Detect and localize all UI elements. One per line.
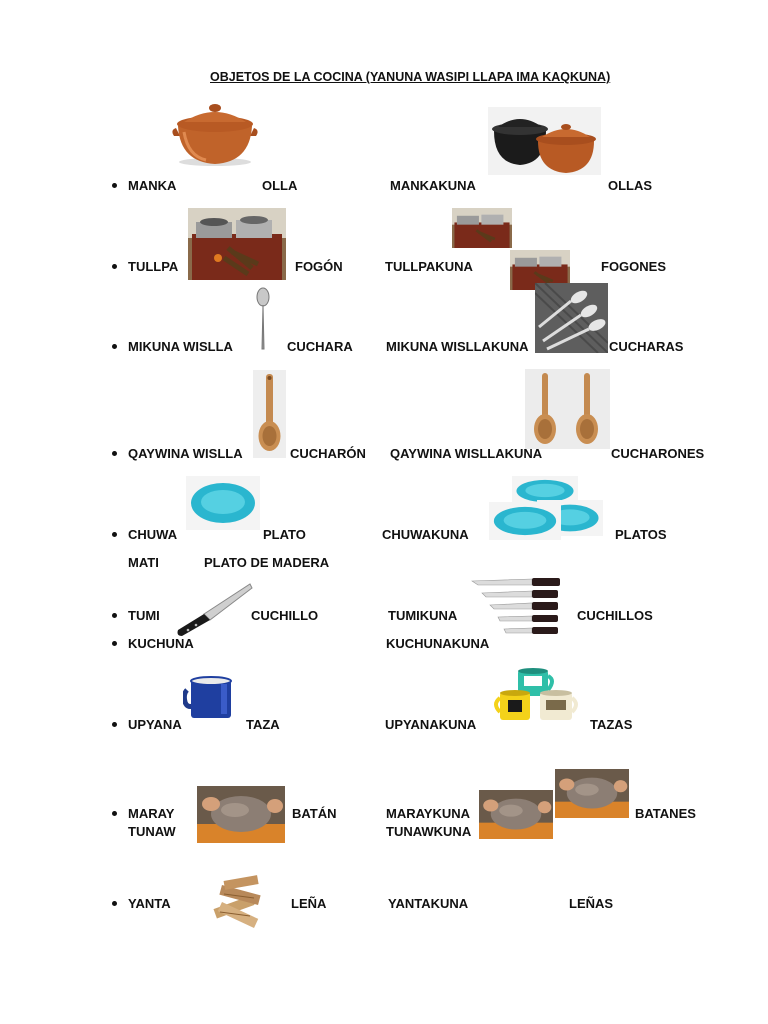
quechua-plural: UPYANAKUNA xyxy=(385,717,477,732)
spanish-word: TAZA xyxy=(246,717,280,732)
spanish-word: CUCHILLO xyxy=(251,608,319,623)
bullet xyxy=(112,901,117,906)
bullet xyxy=(112,722,117,727)
pots-pair-icon xyxy=(488,107,601,175)
spanish-plural: TAZAS xyxy=(590,717,633,732)
spanish-plural: LEÑAS xyxy=(569,896,614,911)
quechua-plural: MARAYKUNA xyxy=(386,806,471,821)
knives-icon xyxy=(470,576,562,640)
spoons-icon xyxy=(535,283,608,353)
wooden-ladle-icon xyxy=(253,370,286,458)
spanish-plural: CUCHILLOS xyxy=(577,608,653,623)
quechua-word: MIKUNA WISLLA xyxy=(128,339,233,354)
quechua-word: TUMI xyxy=(128,608,160,623)
grinding-stone-icon xyxy=(479,790,553,839)
quechua-plural: MIKUNA WISLLAKUNA xyxy=(386,339,529,354)
plate-icon xyxy=(186,476,260,530)
bullet xyxy=(112,641,117,646)
quechua-word: YANTA xyxy=(128,896,171,911)
quechua-word: KUCHUNA xyxy=(128,636,194,651)
stove-icon xyxy=(452,208,512,248)
mug-icon xyxy=(183,676,235,720)
quechua-word: MATI xyxy=(128,555,159,570)
spanish-plural: CUCHARONES xyxy=(611,446,705,461)
quechua-plural: YANTAKUNA xyxy=(388,896,469,911)
quechua-word: UPYANA xyxy=(128,717,182,732)
quechua-word: QAYWINA WISLLA xyxy=(128,446,243,461)
spanish-word: PLATO xyxy=(263,527,306,542)
spanish-plural: PLATOS xyxy=(615,527,667,542)
grinding-stone-icon xyxy=(555,769,629,818)
quechua-plural: TUNAWKUNA xyxy=(386,824,472,839)
grinding-stone-icon xyxy=(197,786,285,843)
quechua-word: MARAY xyxy=(128,806,175,821)
quechua-plural: QAYWINA WISLLAKUNA xyxy=(390,446,543,461)
spanish-word: LEÑA xyxy=(291,896,327,911)
spoon-icon xyxy=(253,287,273,351)
wooden-ladles-icon xyxy=(525,369,610,449)
bullet xyxy=(112,264,117,269)
firewood-icon xyxy=(210,872,266,930)
bullet xyxy=(112,183,117,188)
quechua-plural: TUMIKUNA xyxy=(388,608,458,623)
page-title: OBJETOS DE LA COCINA (YANUNA WASIPI LLAPA IMA KAQKUNA) xyxy=(210,70,611,84)
spanish-plural: CUCHARAS xyxy=(609,339,684,354)
spanish-plural: BATANES xyxy=(635,806,696,821)
bullet xyxy=(112,451,117,456)
quechua-word: MANKA xyxy=(128,178,177,193)
spanish-word: OLLA xyxy=(262,178,298,193)
quechua-word: TULLPA xyxy=(128,259,179,274)
spanish-word: FOGÓN xyxy=(295,259,343,274)
bullet xyxy=(112,344,117,349)
knife-icon xyxy=(174,582,254,638)
bullet xyxy=(112,532,117,537)
quechua-plural: KUCHUNAKUNA xyxy=(386,636,490,651)
spanish-word: CUCHARA xyxy=(287,339,353,354)
quechua-word: CHUWA xyxy=(128,527,178,542)
bullet xyxy=(112,811,117,816)
quechua-plural: MANKAKUNA xyxy=(390,178,476,193)
spanish-word: BATÁN xyxy=(292,806,337,821)
stove-icon xyxy=(188,208,286,280)
mugs-icon xyxy=(490,662,584,728)
bullet xyxy=(112,613,117,618)
quechua-plural: CHUWAKUNA xyxy=(382,527,469,542)
quechua-word: TUNAW xyxy=(128,824,176,839)
spanish-word: PLATO DE MADERA xyxy=(204,555,330,570)
plate-icon xyxy=(489,502,561,540)
spanish-word: CUCHARÓN xyxy=(290,446,366,461)
spanish-plural: FOGONES xyxy=(601,259,667,274)
quechua-plural: TULLPAKUNA xyxy=(385,259,473,274)
clay-pot-icon xyxy=(166,98,264,168)
spanish-plural: OLLAS xyxy=(608,178,653,193)
